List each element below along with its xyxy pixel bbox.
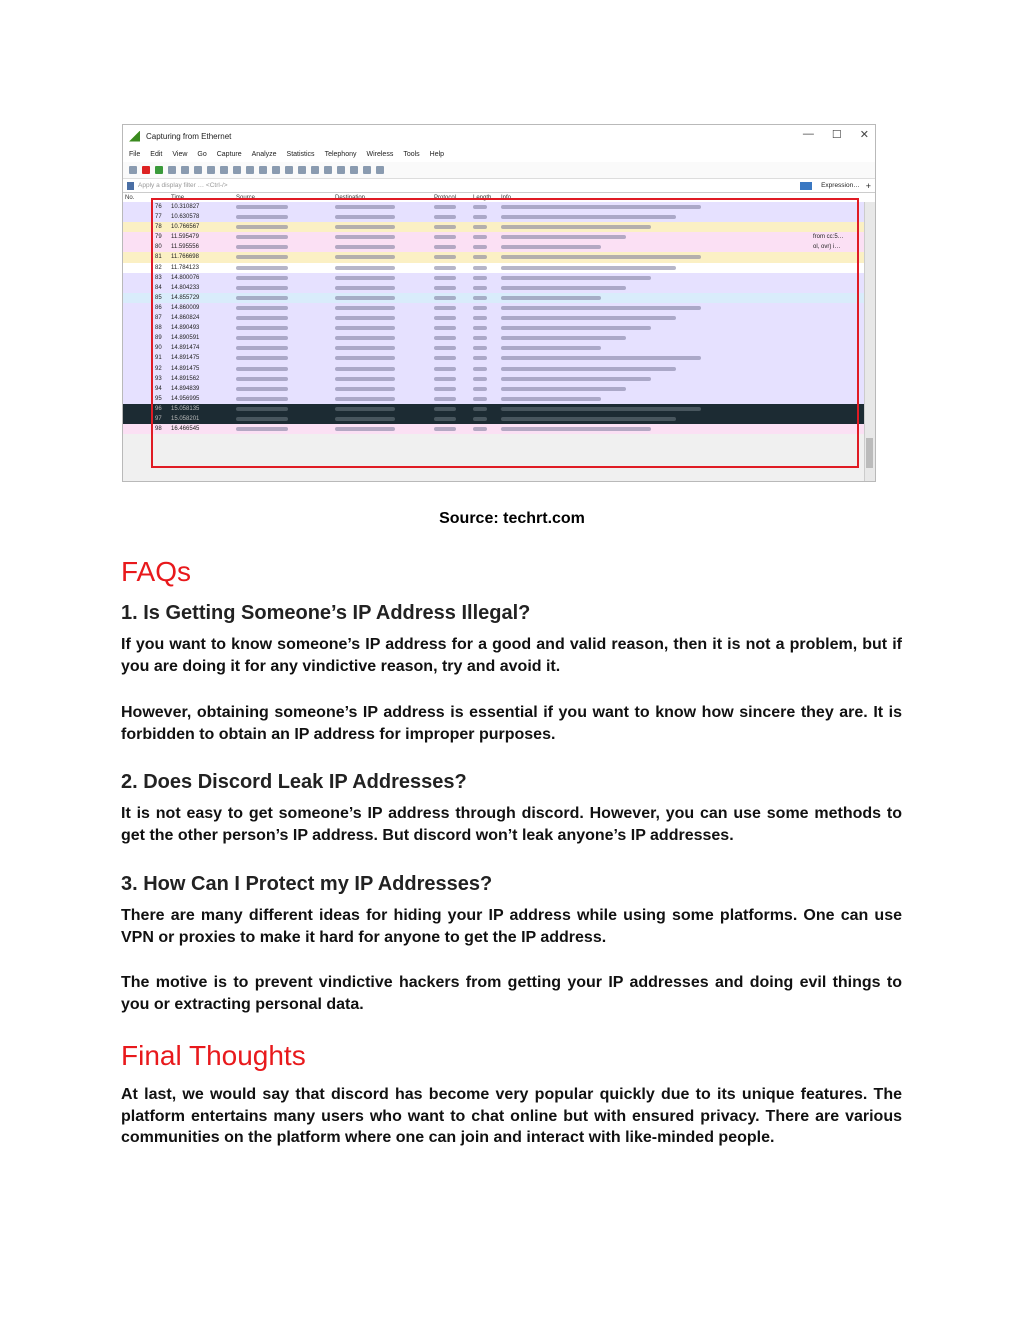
packet-time: 10.630578	[171, 214, 200, 221]
packet-time: 14.890493	[171, 325, 200, 332]
apply-filter-icon[interactable]	[800, 182, 812, 190]
packet-number: 76	[155, 204, 162, 210]
packet-number: 84	[155, 284, 162, 291]
bookmark-icon[interactable]	[127, 182, 134, 190]
save-file-icon[interactable]	[194, 166, 202, 174]
wireshark-screenshot	[122, 124, 876, 482]
faq-2-paragraph-1: It is not easy to get someone’s IP address through discord. However, you can use some methods to get the other person’s IP address. But discord won’t leak anyone’s IP addresses.	[121, 805, 902, 844]
packet-number: 98	[155, 426, 162, 433]
window-title: Capturing from Ethernet	[146, 131, 232, 141]
packet-time: 16.466545	[171, 426, 200, 433]
packet-time: 14.860824	[171, 315, 200, 322]
back-icon[interactable]	[246, 166, 254, 174]
faq-1-paragraph-1: If you want to know someone’s IP address for a good and valid reason, then it is not a problem, but if you are doing it for any vindictive reason, try and avoid it.	[121, 636, 902, 675]
reload-icon[interactable]	[220, 166, 228, 174]
restart-capture-icon[interactable]	[155, 166, 163, 174]
faq-1-paragraph-2: However, obtaining someone’s IP address is essential if you want to know how sincere they are. It is forbidden to obtain an IP address for improper purposes.	[121, 704, 902, 743]
resize-columns-icon[interactable]	[376, 166, 384, 174]
highlight-box	[151, 198, 859, 468]
faq-3-title: 3. How Can I Protect my IP Addresses?	[121, 873, 493, 895]
open-file-icon[interactable]	[181, 166, 189, 174]
menu-help[interactable]: Help	[429, 151, 445, 158]
menu-file[interactable]: File	[129, 151, 141, 158]
window-controls	[803, 128, 869, 141]
final-thoughts-heading: Final Thoughts	[121, 1040, 306, 1071]
first-packet-icon[interactable]	[285, 166, 293, 174]
find-packet-icon[interactable]	[233, 166, 241, 174]
zoom-normal-icon[interactable]	[363, 166, 371, 174]
packet-number: 78	[155, 224, 162, 231]
col-info[interactable]: Info	[501, 195, 512, 201]
packet-time: 10.310827	[171, 204, 200, 210]
packet-time: 14.804233	[171, 284, 200, 291]
autoscroll-icon[interactable]	[311, 166, 319, 174]
packet-time: 15.058201	[171, 415, 200, 422]
packet-number: 86	[155, 304, 162, 311]
window-titlebar	[123, 125, 875, 147]
packet-time: 14.956995	[171, 395, 200, 402]
packet-number: 83	[155, 274, 162, 281]
faq-3-paragraph-2: The motive is to prevent vindictive hackers from getting your IP addresses and doing evil things to you or extracting personal data.	[121, 974, 902, 1013]
menu-view[interactable]: View	[172, 151, 188, 158]
col-source[interactable]: Source	[236, 195, 256, 201]
packet-number: 90	[155, 345, 162, 352]
packet-number: 93	[155, 375, 162, 382]
packet-time: 14.890591	[171, 335, 200, 342]
packet-time: 10.766567	[171, 224, 200, 231]
packet-number: 87	[155, 315, 162, 322]
packet-time: 11.595479	[171, 234, 199, 241]
packet-number: 95	[155, 395, 162, 402]
colorize-icon[interactable]	[324, 166, 332, 174]
menu-capture[interactable]: Capture	[216, 151, 242, 158]
close-icon[interactable]: ✕	[859, 129, 869, 141]
display-filter-input[interactable]: Apply a display filter … <Ctrl-/>	[138, 182, 228, 189]
zoom-out-icon[interactable]	[350, 166, 358, 174]
col-protocol[interactable]: Protocol	[434, 195, 457, 201]
menu-bar	[123, 147, 875, 162]
wireshark-logo-icon	[129, 131, 140, 142]
faqs-heading: FAQs	[121, 556, 192, 587]
packet-info-tail: from cc:5…	[813, 234, 844, 241]
shark-fin-icon[interactable]	[129, 166, 137, 174]
packet-time: 11.784123	[171, 264, 199, 271]
faq-3-paragraph-1: There are many different ideas for hiding your IP address while using some platforms. One can use VPN or proxies to make it hard for anyone to get the IP address.	[121, 907, 902, 946]
expression-button[interactable]: Expression…	[821, 182, 860, 189]
packet-number: 82	[155, 264, 162, 271]
menu-go[interactable]: Go	[197, 151, 207, 158]
packet-number: 92	[155, 365, 162, 372]
final-thoughts-paragraph: At last, we would say that discord has become very popular quickly due to its unique features. The platform entertains many users who want to chat online but with ensured privacy. There are various communities on the platform where one can join and interact with like-minded people.	[121, 1086, 902, 1146]
display-filter-bar	[123, 179, 875, 193]
packet-time: 11.766698	[171, 254, 199, 261]
packet-time: 14.891475	[171, 365, 200, 372]
col-no[interactable]: No.	[125, 195, 135, 201]
packet-number: 79	[155, 234, 162, 241]
packet-list-scrollbar[interactable]	[864, 202, 875, 482]
packet-time: 14.855729	[171, 294, 200, 301]
toolbar	[123, 162, 875, 179]
menu-tools[interactable]: Tools	[403, 151, 420, 158]
faq-1-title: 1. Is Getting Someone’s IP Address Illegal?	[121, 602, 531, 624]
col-time[interactable]: Time	[171, 195, 185, 201]
menu-analyze[interactable]: Analyze	[251, 151, 277, 158]
add-filter-button[interactable]: +	[865, 180, 871, 191]
packet-number: 88	[155, 325, 162, 332]
packet-info-tail: ol, ovr) i…	[813, 244, 841, 251]
scrollbar-thumb[interactable]	[866, 438, 873, 468]
packet-number: 91	[155, 355, 162, 362]
packet-number: 85	[155, 294, 162, 301]
close-file-icon[interactable]	[207, 166, 215, 174]
menu-wireless[interactable]: Wireless	[366, 151, 394, 158]
packet-number: 80	[155, 244, 162, 251]
options-icon[interactable]	[168, 166, 176, 174]
packet-time: 14.860009	[171, 304, 200, 311]
maximize-icon[interactable]: ☐	[831, 129, 842, 141]
faq-2-title: 2. Does Discord Leak IP Addresses?	[121, 771, 467, 793]
packet-number: 96	[155, 405, 162, 412]
packet-time: 14.891474	[171, 345, 200, 352]
packet-number: 81	[155, 254, 162, 261]
packet-time: 11.595556	[171, 244, 199, 251]
packet-number: 94	[155, 385, 162, 392]
stop-capture-icon[interactable]	[142, 166, 150, 174]
packet-time: 14.891562	[171, 375, 200, 382]
col-destination[interactable]: Destination	[335, 195, 366, 201]
packet-time: 14.891475	[171, 355, 200, 362]
last-packet-icon[interactable]	[298, 166, 306, 174]
menu-edit[interactable]: Edit	[150, 151, 163, 158]
menu-statistics[interactable]: Statistics	[286, 151, 315, 158]
col-length[interactable]: Length	[473, 195, 492, 201]
packet-time: 15.058135	[171, 405, 200, 412]
packet-number: 89	[155, 335, 162, 342]
packet-time: 14.800076	[171, 274, 200, 281]
forward-icon[interactable]	[259, 166, 267, 174]
image-caption: Source: techrt.com	[439, 510, 585, 527]
packet-time: 14.894839	[171, 385, 200, 392]
packet-number: 97	[155, 415, 162, 422]
minimize-icon[interactable]: —	[802, 128, 814, 140]
menu-telephony[interactable]: Telephony	[324, 151, 357, 158]
packet-number: 77	[155, 214, 162, 221]
zoom-in-icon[interactable]	[337, 166, 345, 174]
go-to-packet-icon[interactable]	[272, 166, 280, 174]
